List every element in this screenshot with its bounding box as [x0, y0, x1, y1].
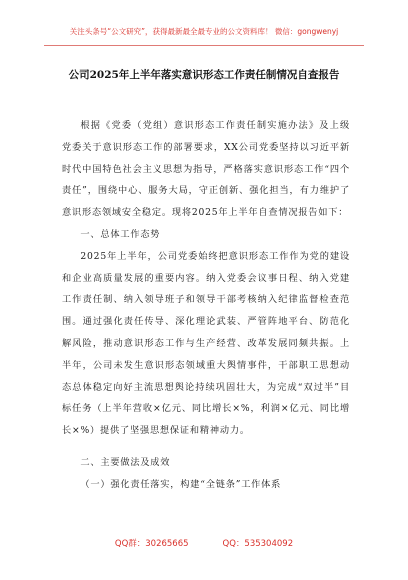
spacer [62, 442, 350, 452]
section-1-paragraph: 2025年上半年，公司党委始终把意识形态工作作为党的建设和企业高质量发展的重要内容。纳入党委会议事日程、纳入党建工作责任制、纳入领导班子和领导干部考核纳入纪律监督检查范围。通过强化责任传导、深化理论武装、严管阵地平台、防范化解风险，推动意识形态工作与生产经营、改革发展同频共振。上半年，公司未发生意识形态领域重大舆情事件，干部职工思想动态总体稳定向好主流思想舆论持续巩固壮大，为完成“双过半”目标任务（上半年营收×亿元、同比增长×%，利润×亿元、同比增长×%）提供了坚强思想保证和精神动力。 [62, 250, 350, 437]
header-banner: 关注头条号“公文研究”，获得最新最全最专业的公文资料库！ 微信：gongwenyj [69, 27, 339, 36]
footer-contact [0, 537, 408, 549]
header-divider [44, 45, 364, 46]
section-heading-2: 二、主要做法及成效 [80, 456, 171, 468]
subsection-heading-1: （一）强化责任落实，构建“全链条”工作体系 [80, 478, 282, 490]
document-title: 公司2025年上半年落实意识形态工作责任制情况自查报告 [68, 69, 340, 81]
qq-group-number: QQ群：30265665 [114, 539, 189, 549]
qq-number: QQ：535304092 [222, 539, 294, 549]
intro-paragraph: 根据《党委（党组）意识形态工作责任制实施办法》及上级党委关于意识形态工作的部署要求，XX公司党委坚持以习近平新时代中国特色社会主义思想为指导，严格落实意识形态工作“四个责任”，围绕中心、服务大局，守正创新、强化担当，有力维护了意识形态领域安全稳定。现将2025年上半年自查情况报告如下： [62, 120, 350, 219]
document-body [62, 115, 350, 496]
section-heading-1: 一、总体工作态势 [80, 228, 161, 240]
